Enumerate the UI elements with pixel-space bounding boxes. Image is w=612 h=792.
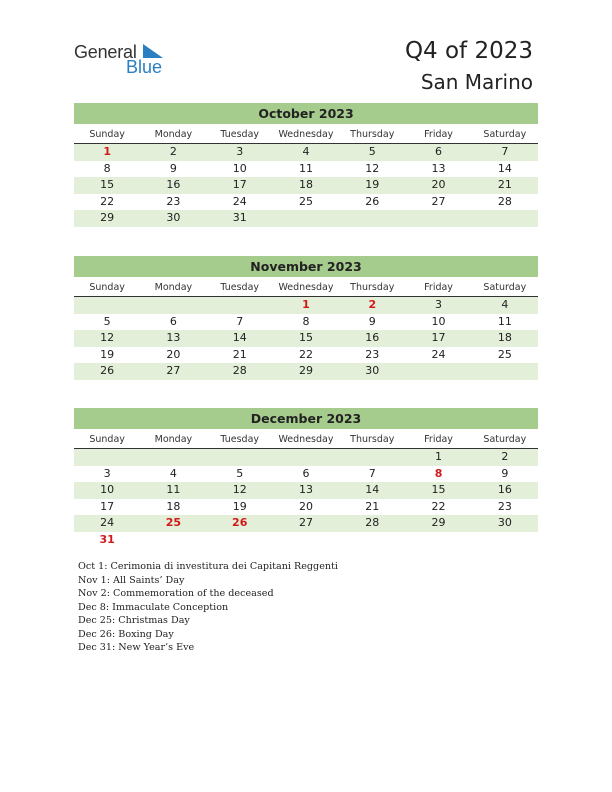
day-cell: 30 — [166, 211, 181, 224]
week-row — [74, 144, 538, 161]
weekday-label: Tuesday — [220, 129, 260, 140]
day-cell — [273, 210, 339, 227]
day-cell: 4 — [169, 466, 177, 480]
day-cell: 31 — [232, 211, 247, 224]
day-cell: 27 — [298, 516, 313, 529]
week-row — [74, 466, 538, 483]
day-cell: 19 — [232, 499, 247, 513]
day-cell: 7 — [368, 466, 376, 480]
day-cell: 14 — [365, 483, 380, 496]
logo-general-text: General — [74, 42, 137, 62]
day-cell: 12 — [365, 161, 380, 175]
day-cell: 27 — [166, 364, 181, 377]
day-cell — [140, 449, 206, 466]
day-cell: 6 — [169, 314, 177, 328]
day-cell: 19 — [365, 178, 380, 191]
day-cell: 25 — [298, 194, 313, 208]
day-cell — [472, 363, 538, 380]
day-cell: 18 — [497, 331, 512, 344]
day-cell: 21 — [232, 347, 247, 361]
day-cell: 6 — [302, 466, 310, 480]
holiday-day-cell: 2 — [368, 298, 377, 311]
holiday-note: Nov 2: Commemoration of the deceased — [78, 588, 274, 599]
weekday-header-row — [74, 127, 538, 144]
day-cell: 20 — [298, 499, 313, 513]
day-cell: 15 — [298, 331, 313, 344]
day-cell: 18 — [298, 178, 313, 191]
holiday-day-cell: 1 — [302, 298, 310, 311]
page-title: Q4 of 2023 — [404, 38, 533, 64]
week-row — [74, 330, 538, 347]
day-cell — [472, 532, 538, 549]
week-row — [74, 177, 538, 194]
day-cell: 18 — [166, 499, 181, 513]
day-cell: 4 — [302, 145, 310, 158]
holiday-note: Dec 31: New Year’s Eve — [78, 642, 195, 653]
week-row — [74, 515, 538, 532]
day-cell: 8 — [103, 161, 111, 175]
day-cell: 17 — [431, 331, 446, 344]
weekday-header-row — [74, 280, 538, 297]
week-row — [74, 363, 538, 380]
day-cell — [140, 532, 206, 549]
page-subtitle: San Marino — [420, 70, 533, 94]
day-cell: 3 — [435, 298, 443, 311]
day-cell: 10 — [100, 483, 115, 496]
day-cell — [273, 449, 339, 466]
weekday-label: Wednesday — [278, 282, 334, 293]
day-cell: 14 — [232, 331, 247, 344]
weekday-label: Saturday — [483, 282, 527, 293]
day-cell: 10 — [232, 161, 247, 175]
day-cell: 8 — [302, 314, 310, 328]
month-title: November 2023 — [74, 256, 538, 277]
week-row — [74, 297, 538, 314]
day-cell: 5 — [236, 466, 244, 480]
day-cell: 28 — [365, 516, 380, 529]
weekday-label: Monday — [154, 129, 193, 140]
day-cell: 2 — [169, 145, 177, 158]
weekday-label: Saturday — [483, 129, 527, 140]
logo-blue-text: Blue — [126, 57, 163, 77]
weekday-label: Friday — [424, 129, 453, 140]
day-cell: 4 — [501, 298, 509, 311]
day-cell — [207, 532, 273, 549]
weekday-label: Sunday — [89, 434, 125, 445]
day-cell — [405, 363, 471, 380]
day-cell — [339, 449, 405, 466]
day-cell — [405, 532, 471, 549]
day-cell — [472, 210, 538, 227]
day-cell: 29 — [431, 516, 446, 529]
day-cell: 28 — [497, 194, 512, 208]
holiday-day-cell: 26 — [232, 516, 248, 529]
month-title: October 2023 — [74, 103, 538, 124]
week-row — [74, 532, 538, 549]
weekday-label: Saturday — [483, 434, 527, 445]
holiday-day-cell: 25 — [165, 516, 182, 529]
day-cell: 28 — [232, 364, 247, 377]
day-cell — [74, 297, 140, 314]
day-cell: 29 — [298, 364, 313, 377]
day-cell: 3 — [103, 466, 111, 480]
holiday-day-cell: 31 — [99, 532, 115, 546]
day-cell: 20 — [431, 178, 446, 191]
day-cell: 23 — [365, 347, 380, 361]
weekday-label: Thursday — [350, 282, 395, 293]
day-cell — [140, 297, 206, 314]
day-cell: 3 — [236, 145, 244, 158]
day-cell: 12 — [100, 331, 115, 344]
weekday-header-row — [74, 432, 538, 449]
day-cell: 24 — [232, 194, 247, 208]
day-cell: 16 — [497, 483, 512, 496]
weekday-label: Sunday — [89, 129, 125, 140]
day-cell: 9 — [368, 314, 376, 328]
day-cell — [207, 297, 273, 314]
month-title: December 2023 — [74, 408, 538, 429]
holiday-day-cell: 8 — [434, 466, 443, 480]
week-row — [74, 482, 538, 499]
week-row — [74, 210, 538, 227]
weekday-label: Monday — [154, 282, 193, 293]
day-cell: 11 — [497, 314, 512, 328]
day-cell: 25 — [497, 347, 512, 361]
weekday-label: Friday — [424, 282, 453, 293]
day-cell: 29 — [100, 211, 115, 224]
day-cell: 20 — [166, 347, 181, 361]
logo — [74, 42, 174, 78]
day-cell: 22 — [298, 347, 313, 361]
day-cell: 5 — [368, 145, 376, 158]
day-cell — [207, 449, 273, 466]
week-row — [74, 194, 538, 211]
day-cell — [405, 210, 471, 227]
holiday-note: Dec 25: Christmas Day — [78, 615, 190, 626]
day-cell: 9 — [169, 161, 177, 175]
day-cell: 30 — [365, 364, 380, 377]
day-cell: 24 — [431, 347, 446, 361]
weekday-label: Thursday — [350, 434, 395, 445]
day-cell: 6 — [435, 145, 443, 158]
day-cell: 21 — [497, 178, 512, 191]
day-cell: 9 — [501, 466, 509, 480]
day-cell — [74, 449, 140, 466]
day-cell: 13 — [166, 331, 181, 344]
day-cell: 15 — [100, 178, 115, 191]
week-row — [74, 499, 538, 516]
weekday-label: Wednesday — [278, 434, 334, 445]
day-cell: 16 — [365, 331, 380, 344]
week-row — [74, 314, 538, 331]
day-cell: 10 — [431, 314, 446, 328]
day-cell — [339, 210, 405, 227]
week-row — [74, 449, 538, 466]
day-cell: 22 — [431, 499, 446, 513]
day-cell: 13 — [298, 483, 313, 496]
holiday-note: Dec 8: Immaculate Conception — [78, 601, 229, 613]
day-cell: 2 — [501, 450, 509, 463]
weekday-label: Friday — [424, 434, 453, 445]
day-cell: 30 — [497, 516, 512, 529]
month-december — [74, 408, 538, 548]
week-row — [74, 347, 538, 364]
day-cell: 22 — [100, 194, 115, 208]
day-cell: 7 — [501, 145, 509, 158]
day-cell: 11 — [166, 483, 181, 496]
day-cell: 7 — [236, 314, 244, 328]
holiday-note: Nov 1: All Saints’ Day — [78, 574, 185, 586]
day-cell: 23 — [497, 499, 512, 513]
day-cell: 17 — [100, 499, 115, 513]
day-cell: 12 — [232, 483, 247, 496]
weekday-label: Sunday — [89, 282, 125, 293]
day-cell: 11 — [298, 161, 313, 175]
holiday-notes — [78, 560, 338, 655]
weekday-label: Tuesday — [220, 282, 260, 293]
month-october — [74, 103, 538, 227]
holiday-note: Oct 1: Cerimonia di investitura dei Capitani Reggenti — [78, 561, 338, 572]
day-cell — [339, 532, 405, 549]
day-cell: 19 — [100, 347, 115, 361]
weekday-label: Wednesday — [278, 129, 334, 140]
weekday-label: Thursday — [350, 129, 395, 140]
day-cell: 17 — [232, 178, 247, 191]
day-cell: 26 — [365, 194, 380, 208]
day-cell: 14 — [497, 161, 512, 175]
day-cell — [273, 532, 339, 549]
day-cell: 13 — [431, 161, 446, 175]
weekday-label: Tuesday — [220, 434, 260, 445]
holiday-day-cell: 1 — [103, 145, 111, 158]
day-cell: 16 — [166, 178, 181, 191]
day-cell: 15 — [431, 483, 446, 496]
day-cell: 26 — [100, 364, 115, 377]
day-cell: 1 — [435, 450, 443, 463]
day-cell: 24 — [100, 516, 115, 529]
holiday-note: Dec 26: Boxing Day — [78, 628, 174, 640]
week-row — [74, 161, 538, 178]
day-cell: 23 — [166, 194, 181, 208]
day-cell: 27 — [431, 194, 446, 208]
day-cell: 21 — [365, 499, 380, 513]
day-cell: 5 — [103, 314, 111, 328]
month-november — [74, 256, 538, 380]
weekday-label: Monday — [154, 434, 193, 445]
